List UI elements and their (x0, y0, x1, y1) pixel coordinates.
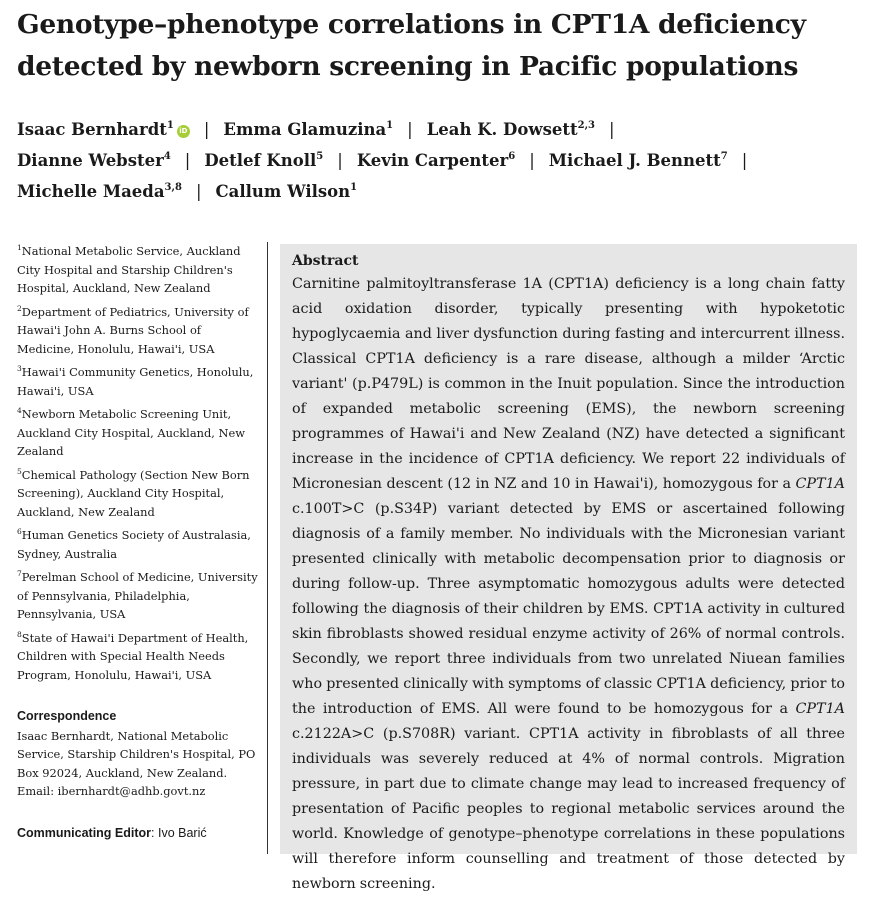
author[interactable]: Kevin Carpenter$^6$ (356, 150, 516, 170)
author[interactable]: Dianne Webster$^4$ (17, 150, 171, 170)
author-separator: | (529, 151, 535, 170)
author[interactable]: Emma Glamuzina$^1$ (223, 119, 394, 139)
correspondence-heading: Correspondence (17, 709, 117, 723)
affiliation: $^5$Chemical Pathology (Section New Born Screening), Auckland City Hospital, Auckland, New Zealand (17, 466, 250, 519)
abstract-box (280, 244, 857, 892)
author[interactable]: Leah K. Dowsett$^{2,3}$ (426, 119, 596, 139)
author[interactable]: Detlef Knoll$^5$ (204, 150, 324, 170)
affiliation: $^2$Department of Pediatrics, University of Hawai'i John A. Burns School of Medicine, Honolulu, Hawai'i, USA (17, 303, 249, 356)
correspondence-email[interactable]: Email: ibernhardt@adhb.govt.nz (17, 784, 206, 798)
author[interactable]: Michelle Maeda$^{3,8}$ (17, 181, 182, 201)
author-separator: | (203, 120, 210, 139)
affiliation: $^7$Perelman School of Medicine, University of Pennsylvania, Philadelphia, Pennsylvania, USA (17, 569, 258, 621)
affiliation: $^3$Hawai'i Community Genetics, Honolulu, Hawai'i, USA (17, 364, 254, 398)
abstract-text: Carnitine palmitoyltransferase 1A (CPT1A) deficiency is a long chain fatty acid oxidation disorder, typically presenting with hypoketotic hypoglycaemia and liver dysfunction during fasting and intercurrent illness. Classical CPT1A deficiency is a rare disease, although a milder ‘Arctic variant' (p.P479L) is common in the Inuit population. Since the introduction of expanded metabolic screening (EMS), the newborn screening programmes of Hawai'i and New Zealand (NZ) have detected a significant increase in the incidence of CPT1A deficiency. We report 22 individuals of Micronesian descent (12 in NZ and 10 in Hawai'i), homozygous for a CPT1A c.100T>C (p.S34P) variant detected by EMS or ascertained following diagnosis of a family member. No individuals with the Micronesian variant presented clinically with metabolic decompensation prior to diagnosis or during follow-up. Three asymptomatic homozygous adults were detected following the diagnosis of their children by EMS. CPT1A activity in cultured skin fibroblasts showed residual enzyme activity of 26% of normal controls. Secondly, we report three individuals from two unrelated Niuean families who presented clinically with symptoms of classic CPT1A deficiency, prior to the introduction of EMS. All were found to be homozygous for a CPT1A c.2122A>C (p.S708R) variant. CPT1A activity in fibroblasts of all three individuals was severely reduced at 4% of normal controls. Migration pressure, in part due to climate change may lead to increased frequency of presentation of Pacific peoples to regional metabolic services around the world. Knowledge of genotype–phenotype correlations in these populations will therefore inform counselling and treatment of those detected by newborn screening. (292, 276, 845, 892)
author-separator: | (195, 182, 202, 201)
gene-name: CPT1A (795, 701, 845, 717)
author[interactable]: Callum Wilson$^1$ (215, 181, 358, 201)
author-separator: | (741, 151, 748, 170)
orcid-icon[interactable]: iD (177, 125, 190, 138)
affiliation: $^8$State of Hawai'i Department of Health, Children with Special Health Needs Program, Honolulu, Hawai'i, USA (17, 629, 249, 682)
author-separator: | (609, 120, 615, 139)
author-separator: | (407, 120, 413, 139)
affiliation: $^4$Newborn Metabolic Screening Unit, Auckland City Hospital, Auckland, New Zealand (17, 406, 245, 458)
abstract-heading: Abstract (292, 253, 359, 269)
gene-name: CPT1A (795, 476, 845, 492)
author[interactable]: Michael J. Bennett$^7$ (548, 150, 728, 170)
author-separator: | (184, 151, 191, 170)
affiliation: $^6$Human Genetics Society of Australasia, Sydney, Australia (17, 527, 251, 561)
affiliation: $^1$National Metabolic Service, Auckland City Hospital and Starship Children's Hospital, Auckland, New Zealand (17, 243, 241, 295)
correspondence-address: Isaac Bernhardt, National Metabolic Service, Starship Children's Hospital, PO Box 92024, Auckland, New Zealand. (17, 728, 256, 780)
article-sidebar (17, 242, 261, 842)
article-title: Genotype–phenotype correlations in CPT1A deficiency detected by newborn screening in Pacific populations (17, 9, 806, 82)
author-separator: | (337, 151, 343, 170)
affiliations (17, 242, 261, 684)
author-list (17, 114, 862, 207)
communicating-editor: Communicating Editor: Ivo Barić (17, 825, 207, 840)
column-divider (267, 242, 268, 854)
author[interactable]: Isaac Bernhardt$^1$iD (17, 120, 190, 139)
